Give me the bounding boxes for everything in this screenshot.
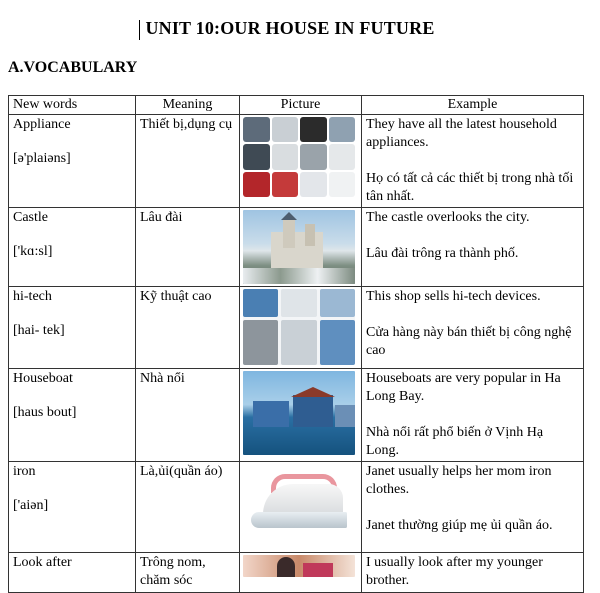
header-meaning: Meaning — [136, 96, 240, 115]
word-cell — [9, 553, 136, 593]
word: Look after — [13, 555, 72, 570]
example-english: Janet usually helps her mom iron clothes. — [366, 464, 552, 497]
meaning-cell: Kỹ thuật cao — [136, 287, 240, 369]
castle-picture — [243, 210, 355, 284]
pronunciation: [hai- tek] — [13, 323, 65, 338]
example-english: This shop sells hi-tech devices. — [366, 289, 541, 304]
houseboat-picture — [243, 371, 355, 455]
word-cell — [9, 462, 136, 553]
example-english: Houseboats are very popular in Ha Long Bay. — [366, 371, 561, 404]
table-row — [9, 369, 584, 462]
pronunciation: ['kɑ:sl] — [13, 244, 53, 259]
word-cell — [9, 369, 136, 462]
header-new-words: New words — [9, 96, 136, 115]
word: hi-tech — [13, 289, 52, 304]
example-cell — [362, 462, 584, 553]
pronunciation: [haus bout] — [13, 405, 77, 420]
header-example: Example — [362, 96, 584, 115]
pronunciation: [ə'plaiəns] — [13, 151, 71, 166]
word-cell — [9, 208, 136, 287]
picture-cell — [240, 553, 362, 593]
word: iron — [13, 464, 36, 479]
word: Houseboat — [13, 371, 73, 386]
example-cell — [362, 115, 584, 208]
meaning-cell: Là,ủi(quần áo) — [136, 462, 240, 553]
example-vietnamese: Cửa hàng này bán thiết bị công nghệ cao — [366, 325, 572, 358]
picture-cell — [240, 369, 362, 462]
example-cell — [362, 369, 584, 462]
home-appliances-picture — [243, 117, 355, 197]
meaning-cell: Trông nom, chăm sóc — [136, 553, 240, 593]
example-cell — [362, 287, 584, 369]
table-header-row — [9, 96, 584, 115]
pronunciation: ['aiən] — [13, 498, 49, 513]
word: Castle — [13, 210, 48, 225]
example-english: The castle overlooks the city. — [366, 210, 530, 225]
word-cell — [9, 287, 136, 369]
hi-tech-devices-picture — [243, 289, 355, 365]
picture-cell — [240, 115, 362, 208]
picture-cell — [240, 462, 362, 553]
table-row — [9, 208, 584, 287]
example-english: They have all the latest household appliances. — [366, 117, 557, 150]
picture-cell — [240, 208, 362, 287]
example-vietnamese: Nhà nổi rất phổ biến ở Vịnh Hạ Long. — [366, 425, 544, 458]
word: Appliance — [13, 117, 71, 132]
example-vietnamese: Họ có tất cả các thiết bị trong nhà tối tân nhất. — [366, 171, 574, 204]
example-vietnamese: Janet thường giúp mẹ ủi quần áo. — [366, 518, 553, 533]
page-title: UNIT 10:OUR HOUSE IN FUTURE — [145, 18, 435, 38]
vocabulary-table — [8, 95, 584, 593]
meaning-cell: Lâu đài — [136, 208, 240, 287]
meaning-cell: Thiết bị,dụng cụ — [136, 115, 240, 208]
table-row — [9, 287, 584, 369]
meaning-cell: Nhà nổi — [136, 369, 240, 462]
table-row — [9, 553, 584, 593]
word-cell — [9, 115, 136, 208]
table-row — [9, 462, 584, 553]
header-picture: Picture — [240, 96, 362, 115]
example-english: I usually look after my younger brother. — [366, 555, 543, 588]
picture-cell — [240, 287, 362, 369]
example-cell — [362, 553, 584, 593]
iron-picture — [243, 464, 355, 550]
example-vietnamese: Lâu đài trông ra thành phố. — [366, 246, 519, 261]
table-row — [9, 115, 584, 208]
section-heading: A.VOCABULARY — [8, 59, 138, 76]
example-cell — [362, 208, 584, 287]
